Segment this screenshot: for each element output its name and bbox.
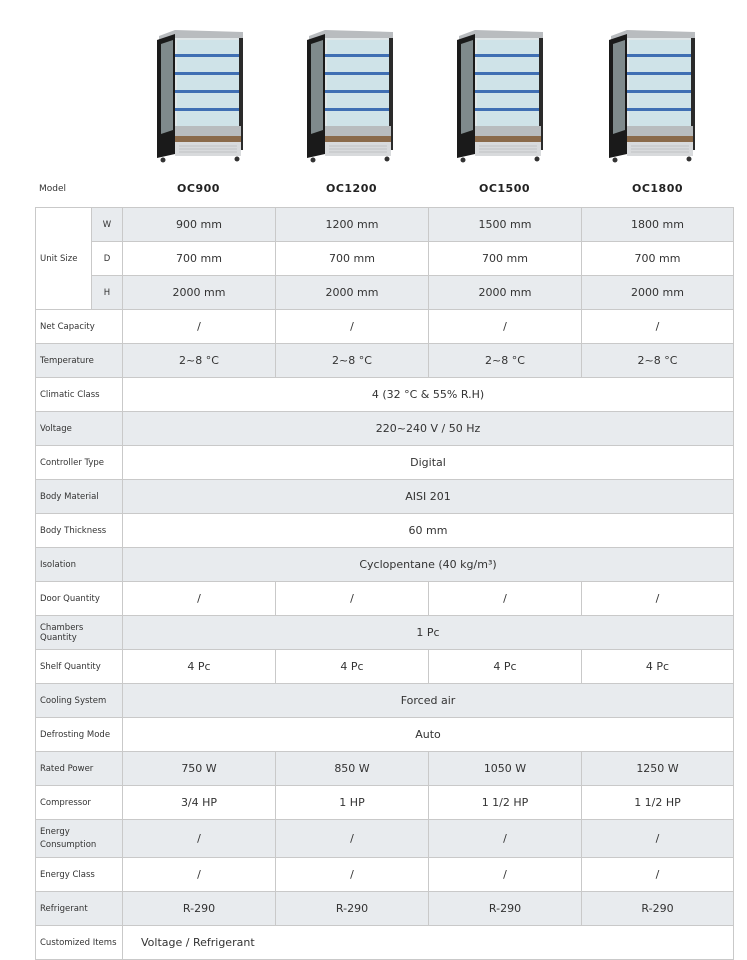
- dim-label-w: W: [92, 208, 123, 242]
- row-label: Climatic Class: [36, 378, 123, 412]
- table-row: [36, 892, 734, 926]
- row-label: Defrosting Mode: [36, 718, 123, 752]
- table-row: [36, 480, 734, 514]
- table-cell: R-290: [276, 892, 429, 926]
- table-cell: /: [276, 820, 429, 858]
- table-row-unit-w: [36, 208, 734, 242]
- row-label: Customized Items: [36, 926, 123, 960]
- table-cell: 1800 mm: [582, 208, 734, 242]
- table-row-unit-d: [36, 242, 734, 276]
- table-cell: /: [582, 310, 734, 344]
- table-cell: 2~8 °C: [123, 344, 276, 378]
- fridge-image-oc900: [155, 30, 245, 166]
- table-cell: /: [123, 820, 276, 858]
- unit-size-label: Unit Size: [36, 208, 92, 310]
- table-cell: 700 mm: [582, 242, 734, 276]
- table-row: [36, 548, 734, 582]
- table-cell: 3/4 HP: [123, 786, 276, 820]
- spec-table: [35, 207, 734, 960]
- table-cell: 2~8 °C: [429, 344, 582, 378]
- table-row: [36, 718, 734, 752]
- table-cell: 700 mm: [429, 242, 582, 276]
- table-cell: 1 1/2 HP: [582, 786, 734, 820]
- row-label: Controller Type: [36, 446, 123, 480]
- row-label: Isolation: [36, 548, 123, 582]
- row-label: Body Material: [36, 480, 123, 514]
- table-cell: 850 W: [276, 752, 429, 786]
- model-name: OC1200: [325, 182, 378, 195]
- table-cell: 2000 mm: [582, 276, 734, 310]
- table-cell: /: [429, 582, 582, 616]
- table-row: [36, 378, 734, 412]
- row-label: Energy Class: [36, 858, 123, 892]
- row-label: Refrigerant: [36, 892, 123, 926]
- table-row: [36, 752, 734, 786]
- table-cell: Auto: [123, 718, 734, 752]
- table-row: [36, 412, 734, 446]
- table-cell: /: [582, 582, 734, 616]
- table-row: [36, 344, 734, 378]
- table-cell: 1 1/2 HP: [429, 786, 582, 820]
- table-cell: 2~8 °C: [582, 344, 734, 378]
- table-cell: /: [429, 858, 582, 892]
- table-cell: Forced air: [123, 684, 734, 718]
- table-cell: 2000 mm: [276, 276, 429, 310]
- table-cell: /: [123, 582, 276, 616]
- row-label: Temperature: [36, 344, 123, 378]
- table-row: [36, 310, 734, 344]
- model-label: Model: [39, 184, 67, 194]
- table-cell: 220~240 V / 50 Hz: [123, 412, 734, 446]
- table-cell: Digital: [123, 446, 734, 480]
- table-cell: 60 mm: [123, 514, 734, 548]
- table-row: [36, 514, 734, 548]
- table-row: [36, 650, 734, 684]
- table-cell: /: [123, 310, 276, 344]
- table-cell: 700 mm: [276, 242, 429, 276]
- table-cell: 2000 mm: [123, 276, 276, 310]
- table-cell: 4 Pc: [429, 650, 582, 684]
- table-row: [36, 582, 734, 616]
- table-cell: /: [123, 858, 276, 892]
- table-row: [36, 786, 734, 820]
- row-label: Body Thickness: [36, 514, 123, 548]
- fridge-image-oc1800: [607, 30, 697, 166]
- table-cell: 900 mm: [123, 208, 276, 242]
- table-cell: 750 W: [123, 752, 276, 786]
- table-cell: 1 HP: [276, 786, 429, 820]
- table-cell: /: [582, 858, 734, 892]
- table-cell: AISI 201: [123, 480, 734, 514]
- row-label: Shelf Quantity: [36, 650, 123, 684]
- table-cell: /: [276, 582, 429, 616]
- table-cell: Voltage / Refrigerant: [123, 926, 734, 960]
- table-cell: 1 Pc: [123, 616, 734, 650]
- table-cell: 1250 W: [582, 752, 734, 786]
- table-cell: Cyclopentane (40 kg/m³): [123, 548, 734, 582]
- table-cell: 700 mm: [123, 242, 276, 276]
- row-label: Rated Power: [36, 752, 123, 786]
- table-row: [36, 616, 734, 650]
- table-row: [36, 446, 734, 480]
- table-cell: R-290: [123, 892, 276, 926]
- table-cell: 1500 mm: [429, 208, 582, 242]
- row-label: Chambers Quantity: [36, 616, 123, 650]
- dim-label-d: D: [92, 242, 123, 276]
- table-cell: R-290: [429, 892, 582, 926]
- table-cell: /: [429, 310, 582, 344]
- table-cell: /: [276, 858, 429, 892]
- row-label: Voltage: [36, 412, 123, 446]
- table-cell: 2000 mm: [429, 276, 582, 310]
- table-row: [36, 858, 734, 892]
- row-label: Energy Consumption: [36, 820, 123, 858]
- model-name: OC1500: [478, 182, 531, 195]
- model-name: OC900: [177, 182, 220, 195]
- table-cell: 4 Pc: [276, 650, 429, 684]
- table-row: [36, 926, 734, 960]
- table-cell: /: [429, 820, 582, 858]
- table-row: [36, 820, 734, 858]
- product-images: [0, 30, 747, 170]
- table-cell: 1050 W: [429, 752, 582, 786]
- table-cell: R-290: [582, 892, 734, 926]
- dim-label-h: H: [92, 276, 123, 310]
- table-row: [36, 684, 734, 718]
- table-row-unit-h: [36, 276, 734, 310]
- table-cell: 4 Pc: [582, 650, 734, 684]
- row-label: Compressor: [36, 786, 123, 820]
- row-label: Net Capacity: [36, 310, 123, 344]
- row-label: Door Quantity: [36, 582, 123, 616]
- model-header-row: [0, 182, 747, 200]
- table-cell: 4 Pc: [123, 650, 276, 684]
- model-name: OC1800: [631, 182, 684, 195]
- table-cell: /: [276, 310, 429, 344]
- fridge-image-oc1200: [305, 30, 395, 166]
- table-cell: /: [582, 820, 734, 858]
- table-cell: 2~8 °C: [276, 344, 429, 378]
- row-label: Cooling System: [36, 684, 123, 718]
- fridge-image-oc1500: [455, 30, 545, 166]
- table-cell: 4 (32 °C & 55% R.H): [123, 378, 734, 412]
- table-cell: 1200 mm: [276, 208, 429, 242]
